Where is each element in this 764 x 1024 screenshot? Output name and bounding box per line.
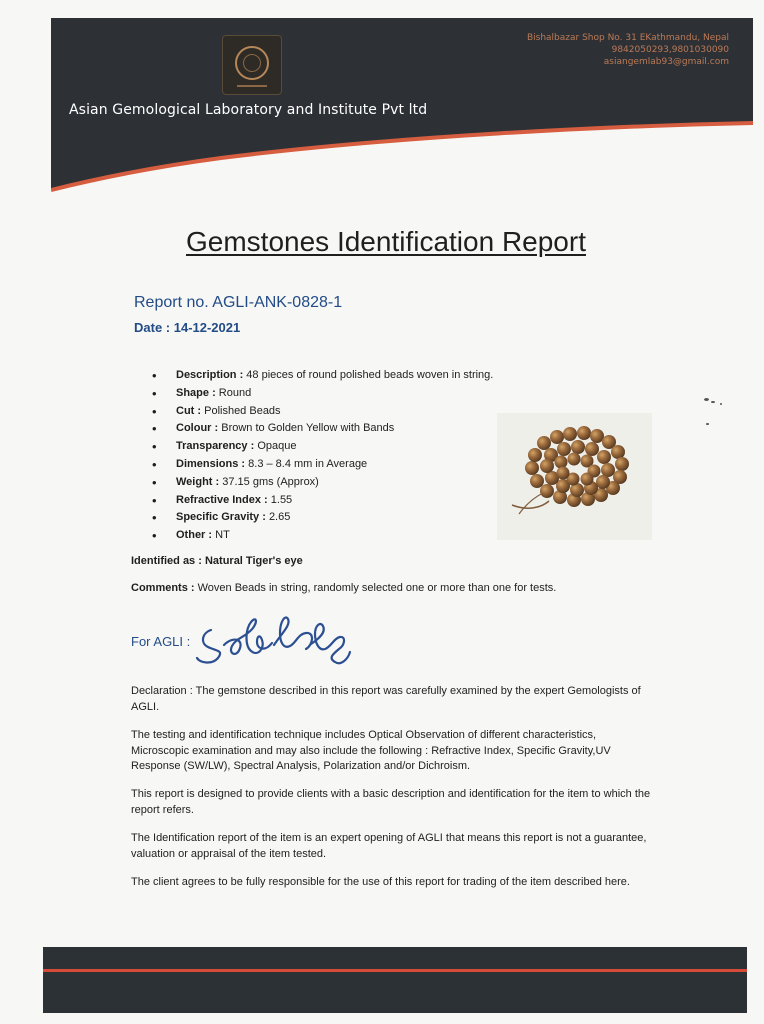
lab-name: Asian Gemological Laboratory and Institute Pvt ltd — [69, 102, 428, 118]
detail-value: 2.65 — [268, 511, 291, 524]
detail-label: Transparency : — [176, 440, 255, 453]
detail-weight — [152, 474, 552, 492]
scan-speck — [711, 401, 715, 403]
detail-value: 48 pieces of round polished beads woven in string. — [246, 369, 494, 381]
detail-cut — [152, 403, 552, 421]
detail-specific-gravity — [152, 509, 552, 527]
detail-value: 8.3 – 8.4 mm in Average — [248, 457, 368, 470]
detail-value: Opaque — [257, 440, 297, 453]
detail-colour — [152, 420, 552, 438]
contact-email: asiangemlab93@gmail.com — [603, 57, 729, 67]
disclaimer-paragraph: The Identification report of the item is an expert opening of AGLI that means this report is not a guarantee, valuation or appraisal of the item tested. — [131, 832, 647, 860]
identified-as — [131, 555, 303, 567]
seal-baseline — [237, 85, 267, 87]
contact-address: Bishalbazar Shop No. 31 EKathmandu, Nepal — [526, 33, 729, 43]
comments — [131, 582, 556, 594]
footer-band — [43, 947, 747, 1013]
scan-speck — [720, 403, 722, 405]
scan-speck — [706, 423, 709, 425]
detail-label: Colour : — [176, 422, 219, 435]
contact-phone: 9842050293,9801030090 — [611, 45, 729, 55]
detail-transparency — [152, 438, 552, 456]
identified-label: Identified as : — [131, 555, 202, 567]
detail-value: 1.55 — [270, 493, 293, 506]
identified-value: Natural Tiger's eye — [204, 555, 303, 567]
detail-other — [152, 527, 552, 545]
report-title: Gemstones Identification Report — [186, 226, 586, 257]
detail-value: Polished Beads — [204, 404, 281, 417]
detail-dimensions — [152, 456, 552, 474]
report-date: Date : 14-12-2021 — [134, 320, 241, 335]
detail-label: Specific Gravity : — [176, 511, 266, 524]
scan-speck — [704, 398, 709, 401]
detail-label: Cut : — [176, 404, 202, 417]
contact-block — [489, 32, 729, 68]
detail-label: Other : — [176, 529, 213, 542]
letterhead — [51, 18, 753, 208]
declaration-paragraph: Declaration : The gemstone described in this report was carefully examined by the expert Gemologists of AGLI. — [131, 685, 641, 713]
gemstone-details-list — [152, 367, 552, 545]
seal-ring — [235, 46, 269, 80]
responsibility-paragraph: The client agrees to be fully responsible for the use of this report for trading of the item described here. — [131, 876, 630, 888]
for-agli-label: For AGLI : — [131, 634, 191, 649]
detail-label: Shape : — [176, 386, 216, 399]
report-number: Report no. AGLI-ANK-0828-1 — [134, 294, 343, 311]
detail-label: Dimensions : — [176, 457, 246, 470]
detail-shape — [152, 385, 552, 403]
detail-label: Weight : — [176, 475, 220, 488]
technique-paragraph: The testing and identification technique includes Optical Observation of different characteristics, Microscopic examination and may also include the following : Refractive Index, Specific Gravity,UV Response (SW/LW), Spectral Analysis, Polarization and/or Dichroism. — [131, 729, 611, 772]
gem-lab-seal-icon — [222, 35, 282, 95]
detail-value: Round — [218, 386, 252, 399]
gemstone-photo — [497, 413, 652, 540]
handwritten-signature — [190, 606, 360, 670]
comments-value: Woven Beads in string, randomly selected one or more than one for tests. — [197, 582, 557, 594]
detail-refractive-index — [152, 492, 552, 510]
bead-bracelet-illustration — [497, 413, 652, 540]
detail-description — [152, 367, 552, 385]
purpose-paragraph: This report is designed to provide clients with a basic description and identification for the item to which the report refers. — [131, 788, 651, 816]
detail-value: Brown to Golden Yellow with Bands — [221, 422, 395, 435]
detail-value: NT — [215, 529, 230, 542]
footer-accent-stripe — [43, 969, 747, 972]
comments-label: Comments : — [131, 582, 195, 594]
detail-label: Description : — [176, 369, 244, 381]
detail-label: Refractive Index : — [176, 493, 268, 506]
detail-value: 37.15 gms (Approx) — [222, 475, 319, 488]
